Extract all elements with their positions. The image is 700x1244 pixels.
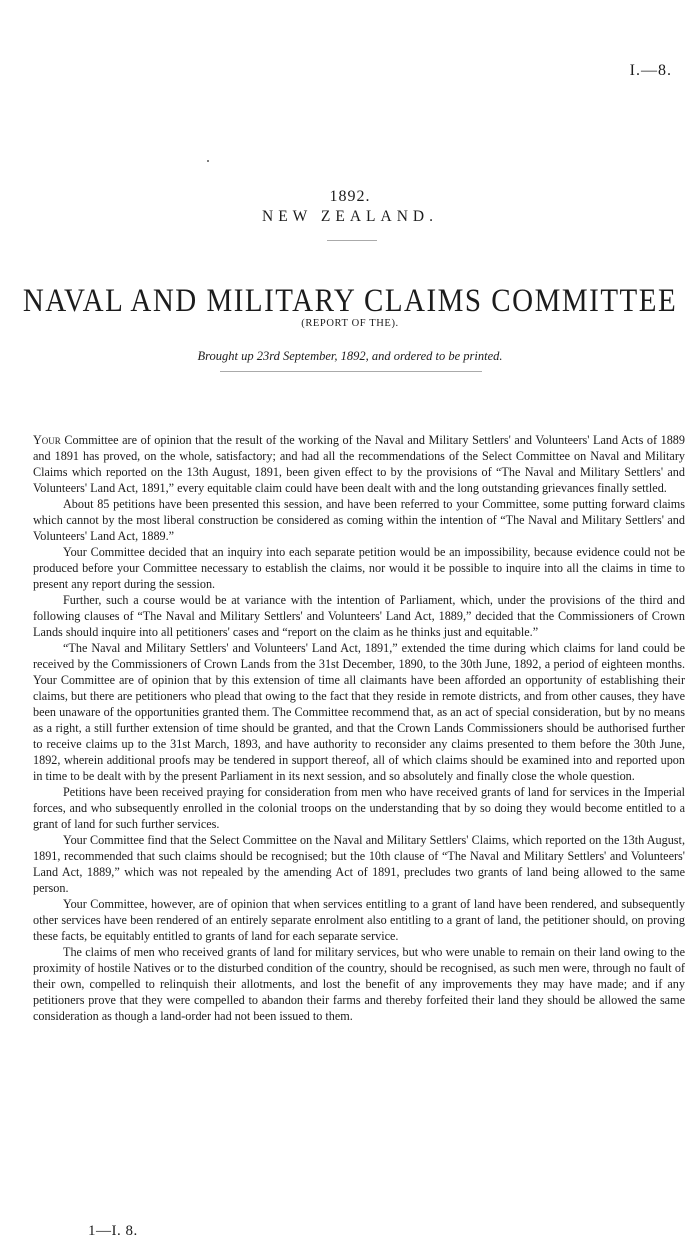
paragraph: About 85 petitions have been presented this session, and have been referred to your Committee, some putting forward claims which cannot by the most liberal construction be considered as coming within the intention of “The Naval and Military Settlers' and Volunteers' Land Act, 1889.” bbox=[33, 497, 685, 543]
paragraph: Your Committee decided that an inquiry into each separate petition would be an impossibility, because evidence could not be produced before your Committee necessary to establish the claims, nor would it be possible to inquire into all the claims in time to present any report during the session. bbox=[33, 545, 685, 591]
paragraph: Petitions have been received praying for consideration from men who have received grants of land for services in the Imperial forces, and who subsequently enrolled in the colonial troops on the understanding that by so doing they would become entitled to a grant of land for such further services. bbox=[33, 785, 685, 831]
year: 1892. bbox=[329, 188, 371, 205]
long-divider bbox=[220, 371, 482, 372]
paragraph: Your Committee find that the Select Committee on the Naval and Military Settlers' Claims, which reported on the 13th August, 1891, recommended that such claims should be recognised; but the 10th clause of “The Naval and Military Settlers' and Volunteers' Land Act, 1889,” which was not repealed by the amending Act of 1891, precludes two grants of land being allowed to the same person. bbox=[33, 833, 685, 895]
print-speck bbox=[207, 160, 209, 162]
paragraph: “The Naval and Military Settlers' and Volunteers' Land Act, 1891,” extended the time during which claims for land could be received by the Commissioners of Crown Lands from the 31st December, 1890, to the 30th June, 1892, a period of eighteen months. Your Committee are of opinion that by this extension of time all claimants have been afforded an opportunity of establishing their claims, but there are petitioners who plead that owing to the fact that they reside in remote districts, and from other causes, they have been unaware of the opportunities granted them. The Committee recommend that, as an act of special consideration, but by no means as a right, a still further extension of time should be granted, and that the Crown Lands Commissioners should be authorised further to receive claims up to the 31st March, 1893, and have authority to reconsider any claims presented to them before the 30th June, 1892, wherein additional proofs may be tendered in support thereof, all of which claims should be examined into and reported upon in time to be dealt with by the present Parliament in its next session, and so absolutely and finally close the whole question. bbox=[33, 641, 685, 783]
paragraph: Your Committee, however, are of opinion that when services entitling to a grant of land have been rendered, and subsequently other services have been rendered of an entirely separate enrolment also entitling to a grant of land, the petitioner should, on proving these facts, be equitably entitled to grants of land for each separate service. bbox=[33, 897, 685, 943]
brought-up-line: Brought up 23rd September, 1892, and ordered to be printed. bbox=[197, 349, 503, 363]
paragraph: Further, such a course would be at variance with the intention of Parliament, which, under the provisions of the third and following clauses of “The Naval and Military Settlers' and Volunteers' Land Act, 1889,” decided that the Commissioners of Crown Lands should inquire into all petitioners' cases and “report on the claim as he thinks just and equitable.” bbox=[33, 593, 685, 639]
paragraph: The claims of men who received grants of land for military services, but who were unable to remain on their land owing to the proximity of hostile Natives or to the disturbed condition of the country, should be recognised, as such men were, through no fault of their own, compelled to relinquish their allotments, and lost the benefit of any improvements they may have made; and if any petitioners prove that they were compelled to abandon their farms and thereby forfeited their land they should be allowed the same consideration as though a land-order had not been issued to them. bbox=[33, 945, 685, 1023]
country-heading: NEW ZEALAND. bbox=[262, 208, 438, 225]
report-body bbox=[33, 432, 685, 1024]
paragraph: Your Committee are of opinion that the result of the working of the Naval and Military Settlers' and Volunteers' Land Acts of 1889 and 1891 has proved, on the whole, satisfactory; and had all the recommendations of the Select Committee on Naval and Military Claims which reported on the 13th August, 1891, been given effect to by the provisions of “The Naval and Military Settlers' and Volunteers' Land Act, 1891,” every equitable claim could have been dealt with and the long outstanding grievances finally settled. bbox=[33, 433, 685, 495]
signature-mark: 1—I. 8. bbox=[88, 1223, 138, 1239]
report-subtitle: (REPORT OF THE). bbox=[301, 318, 399, 329]
report-title: NAVAL AND MILITARY CLAIMS COMMITTEE bbox=[22, 283, 678, 319]
short-divider bbox=[327, 240, 377, 241]
page-reference: I.—8. bbox=[629, 62, 672, 79]
opening-word: Your bbox=[33, 433, 61, 447]
